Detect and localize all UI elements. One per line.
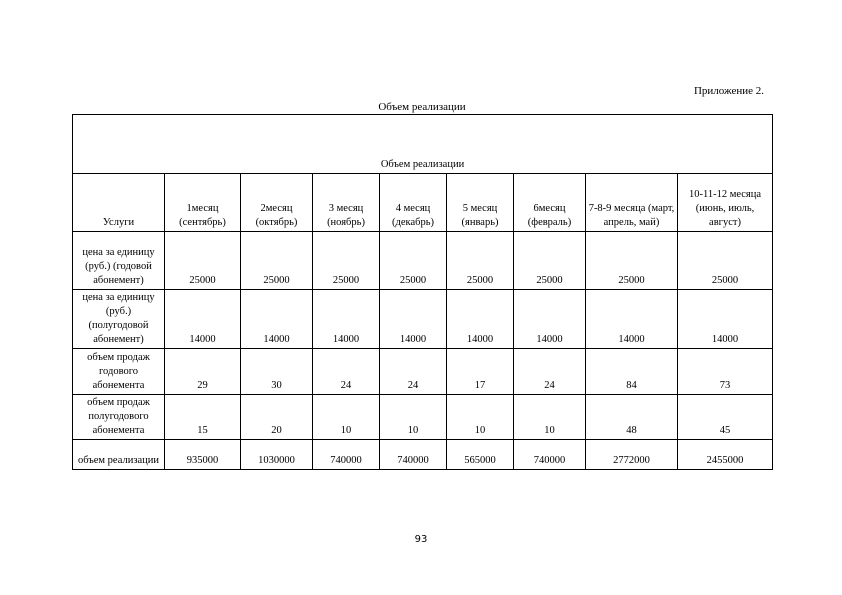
table-cell: 10 — [380, 395, 447, 440]
table-cell: 1030000 — [241, 440, 313, 470]
header-cell: Услуги — [73, 174, 165, 232]
table-cell: 740000 — [313, 440, 380, 470]
header-cell: 7-8-9 месяца (март, апрель, май) — [586, 174, 678, 232]
table-cell: 84 — [586, 349, 678, 395]
table-row — [73, 440, 773, 470]
table-cell: 24 — [380, 349, 447, 395]
table-cell: 565000 — [447, 440, 514, 470]
page-number: 93 — [414, 534, 428, 545]
table-cell: 29 — [165, 349, 241, 395]
table-cell: 740000 — [514, 440, 586, 470]
row-label: объем продаж полугодового абонемента — [73, 395, 165, 440]
table-cell: 14000 — [447, 290, 514, 349]
table-cell: 14000 — [241, 290, 313, 349]
table-cell: 48 — [586, 395, 678, 440]
table-cell: 25000 — [241, 232, 313, 290]
header-cell: 6месяц (февраль) — [514, 174, 586, 232]
row-label: цена за единицу (руб.) (полугодовой абонемент) — [73, 290, 165, 349]
table-title: Объем реализации — [73, 115, 773, 174]
header-cell: 5 месяц (январь) — [447, 174, 514, 232]
table-cell: 73 — [678, 349, 773, 395]
row-label: объем реализации — [73, 440, 165, 470]
table-cell: 25000 — [514, 232, 586, 290]
table-cell: 10 — [514, 395, 586, 440]
table-cell: 10 — [313, 395, 380, 440]
table-cell: 15 — [165, 395, 241, 440]
header-row — [73, 174, 773, 232]
table-row — [73, 232, 773, 290]
table-cell: 25000 — [165, 232, 241, 290]
table-cell: 14000 — [678, 290, 773, 349]
table-cell: 2455000 — [678, 440, 773, 470]
table-cell: 14000 — [165, 290, 241, 349]
table-cell: 45 — [678, 395, 773, 440]
header-cell: 1месяц (сентябрь) — [165, 174, 241, 232]
row-label: цена за единицу (руб.) (годовой абонемент) — [73, 232, 165, 290]
table-cell: 14000 — [313, 290, 380, 349]
table-cell: 24 — [313, 349, 380, 395]
table-cell: 25000 — [678, 232, 773, 290]
table-cell: 30 — [241, 349, 313, 395]
table-cell: 17 — [447, 349, 514, 395]
table-cell: 10 — [447, 395, 514, 440]
table-cell: 935000 — [165, 440, 241, 470]
table-cell: 14000 — [514, 290, 586, 349]
table-cell: 20 — [241, 395, 313, 440]
table-cell: 25000 — [380, 232, 447, 290]
header-cell: 3 месяц (ноябрь) — [313, 174, 380, 232]
table-row — [73, 290, 773, 349]
table-cell: 25000 — [313, 232, 380, 290]
row-label: объем продаж годового абонемента — [73, 349, 165, 395]
table-row — [73, 395, 773, 440]
header-cell: 2месяц (октябрь) — [241, 174, 313, 232]
table-cell: 2772000 — [586, 440, 678, 470]
table-cell: 14000 — [380, 290, 447, 349]
table-cell: 24 — [514, 349, 586, 395]
appendix-label: Приложение 2. — [693, 85, 764, 97]
header-cell: 4 месяц (декабрь) — [380, 174, 447, 232]
sales-volume-table — [72, 114, 773, 470]
table-cell: 25000 — [447, 232, 514, 290]
table-cell: 25000 — [586, 232, 678, 290]
header-cell: 10-11-12 месяца (июнь, июль, август) — [678, 174, 773, 232]
table-row — [73, 349, 773, 395]
table-caption: Объем реализации — [378, 101, 466, 113]
table-cell: 14000 — [586, 290, 678, 349]
table-cell: 740000 — [380, 440, 447, 470]
